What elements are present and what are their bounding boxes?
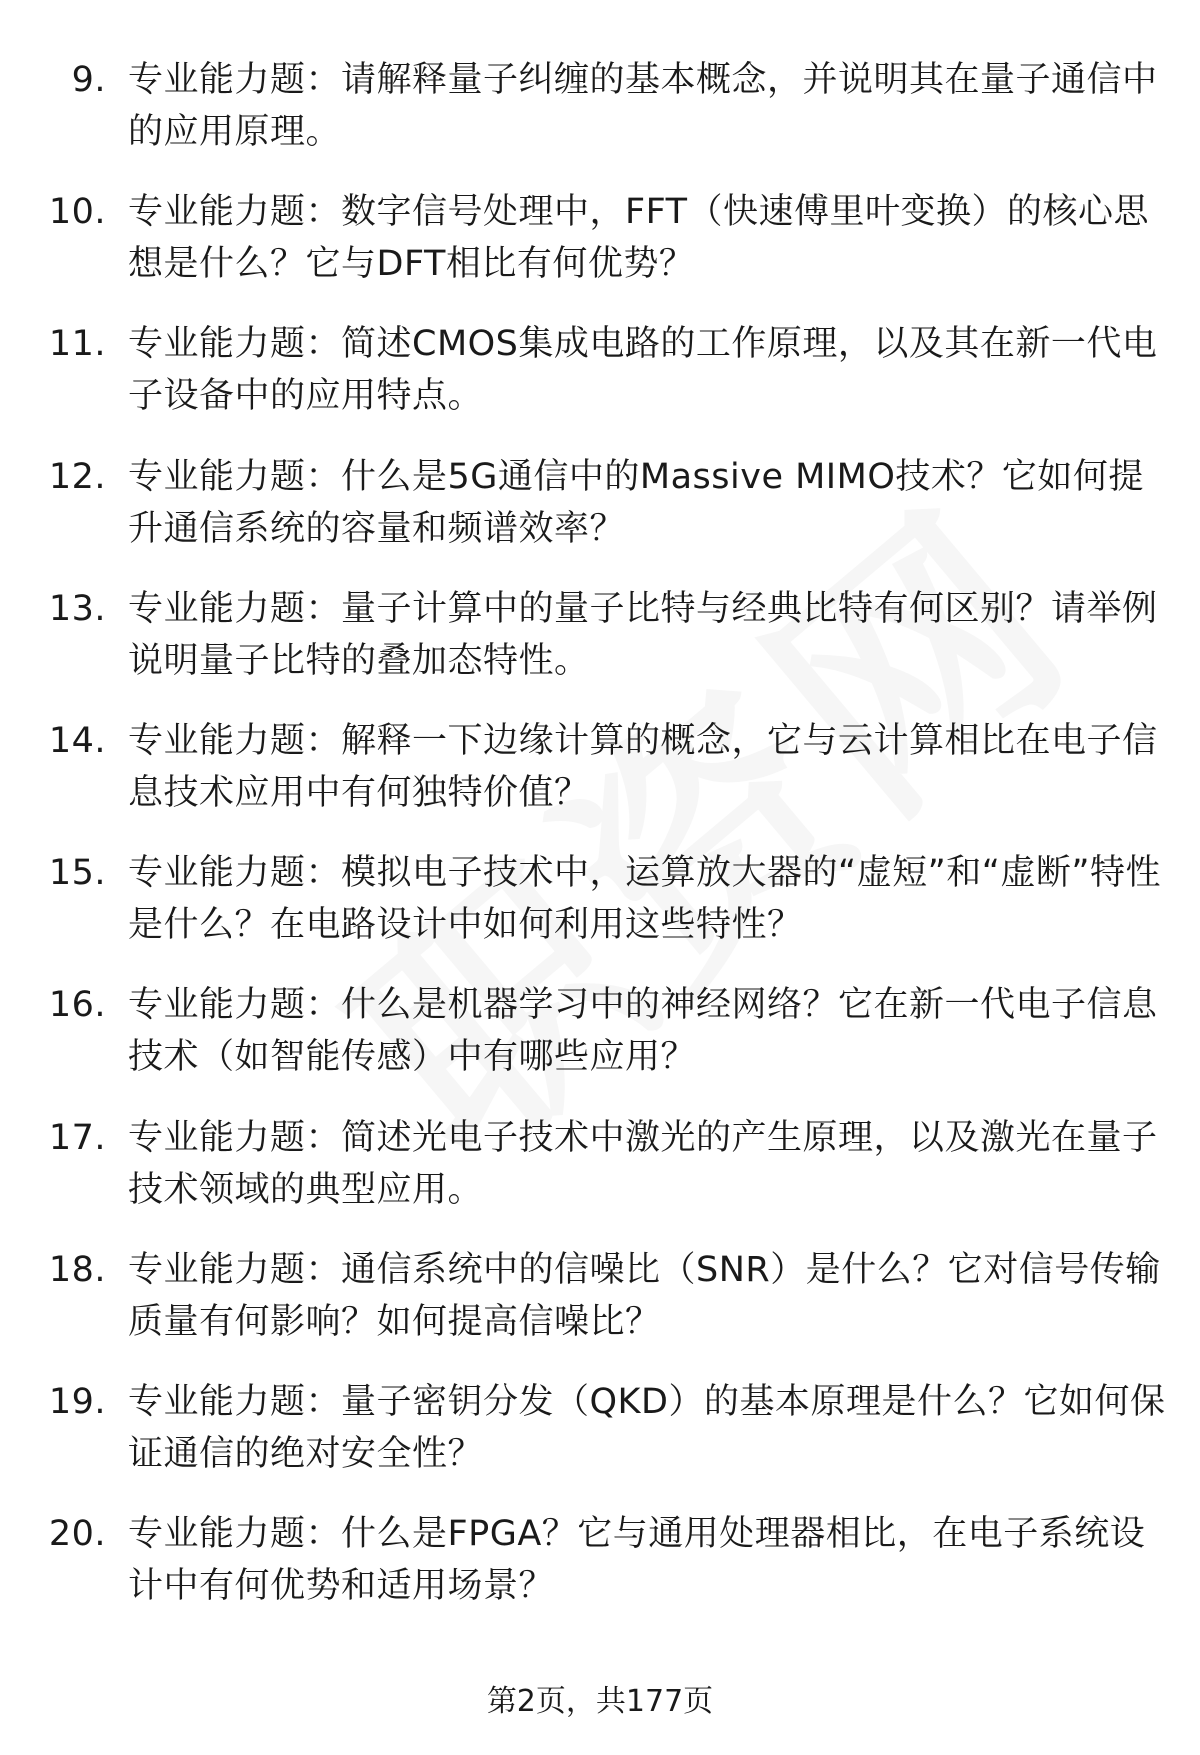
- question-number: 20.: [48, 1514, 106, 1555]
- question-item: [0, 1374, 1200, 1506]
- question-item: [0, 581, 1200, 713]
- question-text: 专业能力题：通信系统中的信噪比（SNR）是什么？它对信号传输质量有何影响？如何提高信噪比？: [128, 1249, 1161, 1342]
- question-text: 专业能力题：量子密钥分发（QKD）的基本原理是什么？它如何保证通信的绝对安全性？: [128, 1381, 1166, 1474]
- question-text: 专业能力题：什么是FPGA？它与通用处理器相比，在电子系统设计中有何优势和适用场景？: [128, 1514, 1146, 1607]
- question-number: 13.: [48, 588, 106, 629]
- question-number: 16.: [48, 985, 106, 1026]
- question-number: 15.: [48, 853, 106, 894]
- question-item: [0, 449, 1200, 581]
- page-number-footer: 第2页，共177页: [486, 1684, 714, 1719]
- question-item: [0, 977, 1200, 1109]
- question-number: 14.: [48, 720, 106, 761]
- question-item: [0, 1110, 1200, 1242]
- question-number: 19.: [48, 1381, 106, 1422]
- question-text: 专业能力题：什么是机器学习中的神经网络？它在新一代电子信息技术（如智能传感）中有哪些应用？: [128, 985, 1158, 1078]
- question-number: 12.: [48, 456, 106, 497]
- question-text: 专业能力题：量子计算中的量子比特与经典比特有何区别？请举例说明量子比特的叠加态特性。: [128, 588, 1158, 681]
- question-text: 专业能力题：简述光电子技术中激光的产生原理，以及激光在量子技术领域的典型应用。: [128, 1117, 1158, 1210]
- question-item: [0, 1242, 1200, 1374]
- question-text: 专业能力题：解释一下边缘计算的概念，它与云计算相比在电子信息技术应用中有何独特价值？: [128, 720, 1158, 813]
- question-number: 11.: [48, 324, 106, 365]
- question-item: [0, 713, 1200, 845]
- question-item: [0, 845, 1200, 977]
- question-text: 专业能力题：模拟电子技术中，运算放大器的“虚短”和“虚断”特性是什么？在电路设计中如何利用这些特性？: [128, 853, 1162, 946]
- question-text: 专业能力题：数字信号处理中，FFT（快速傅里叶变换）的核心思想是什么？它与DFT相比有何优势？: [128, 192, 1150, 285]
- question-text: 专业能力题：什么是5G通信中的Massive MIMO技术？它如何提升通信系统的容量和频谱效率？: [128, 456, 1144, 549]
- question-number: 9.: [71, 60, 106, 100]
- question-number: 17.: [48, 1117, 106, 1158]
- question-list: [0, 52, 1200, 1638]
- question-item: [0, 1506, 1200, 1638]
- question-item: [0, 184, 1200, 316]
- question-number: 18.: [48, 1249, 106, 1290]
- question-item: [0, 52, 1200, 184]
- question-item: [0, 316, 1200, 448]
- question-text: 专业能力题：简述CMOS集成电路的工作原理，以及其在新一代电子设备中的应用特点。: [128, 324, 1158, 417]
- question-number: 10.: [48, 192, 106, 233]
- question-text: 专业能力题：请解释量子纠缠的基本概念，并说明其在量子通信中的应用原理。: [128, 60, 1158, 152]
